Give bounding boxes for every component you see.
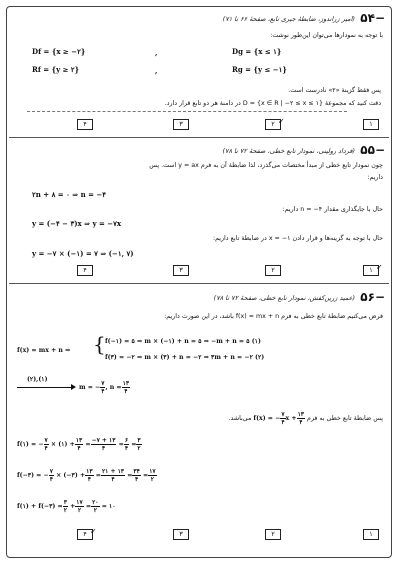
- question-54-source: (امیر زراندوز، ضابطهٔ جبری تابع، صفحهٔ ۶۶ تا ۷۱): [222, 15, 355, 23]
- option-q55-2[interactable]: ۲: [265, 265, 281, 276]
- option-q55-3[interactable]: ۳: [173, 265, 189, 276]
- comma-2: ,: [155, 66, 158, 75]
- question-56-intro: فرض می‌کنیم ضابطهٔ تابع خطی به فرم f(x) = mx + n باشد، در این صورت داریم:: [164, 313, 383, 320]
- system-eq2: f(۳) = −۲ ⇒ m × (۳) + n = −۲ ⇒ ۳m + n = −۲ (۲): [105, 354, 265, 361]
- question-54-line2: دقت کنید که مجموعهٔ D = {x ∈ R | −۲ ≤ x ≤ ۱} در دامنهٔ هر دو تابع قرار دارد.: [164, 100, 381, 107]
- answer-page: [6, 6, 392, 558]
- check-mark-q56: ✓: [90, 527, 97, 536]
- eq-2n8: ۲n + ۸ = ۰ ⇒ n = −۴: [32, 190, 107, 199]
- option-q56-2[interactable]: ۲: [265, 529, 281, 540]
- result-m-n: m = − $\frac{۷}{۴}$ , n = $\frac{۱۳}{۴}$: [79, 380, 130, 395]
- options-q56: [7, 529, 392, 541]
- option-q56-1[interactable]: ۱: [363, 529, 379, 540]
- question-55-text3: حال با توجه به گزینه‌ها و قرار دادن x = −۱ در ضابطهٔ تابع داریم:: [212, 235, 383, 242]
- question-54-line1: پس فقط گزینهٔ «۲» نادرست است.: [288, 87, 381, 94]
- domain-g: Dg = {x ≤ ۱}: [232, 47, 282, 56]
- option-q54-2[interactable]: ۲: [265, 119, 281, 130]
- divider-55-56: [9, 283, 389, 284]
- question-55-intro1: چون نمودار تابع خطی از مبدأ مختصات می‌گذرد، لذا ضابطهٔ آن به فرم y = ax است. پس: [149, 162, 383, 169]
- options-q54: [7, 119, 392, 131]
- check-mark-q55: ✓: [376, 263, 383, 272]
- range-g: Rg = {y ≤ −۱}: [232, 65, 287, 74]
- system-brace: {: [93, 332, 106, 356]
- eq-y-minus7x: y = (−۴ − ۳)x ⇒ y = −۷x: [32, 219, 122, 228]
- calc-sum: f(۱) + f(−۳) = $\frac{۳}{۲}$ + $\frac{۱۷}{۲}$ = $\frac{۲۰}{۲}$ = ۱۰: [17, 499, 116, 514]
- arrow-label: (۲),(۱): [27, 376, 48, 383]
- question-55-text2: حال با جایگذاری مقدار n = −۴ داریم:: [282, 206, 383, 213]
- calc-f-3: f(−۳) = − $\frac{۷}{۴}$ × (−۳) + $\frac{۱۳}{۴}$ = $\frac{۲۱ + ۱۳}{۴}$ = $\frac{۳۴}{۴}$ = $\frac{۱۷}{۲}$: [17, 468, 156, 483]
- question-54-number: ۵۴−: [360, 11, 385, 25]
- option-q55-4[interactable]: ۴: [77, 265, 93, 276]
- dashed-divider-54: [27, 111, 347, 112]
- option-q54-4[interactable]: ۴: [77, 119, 93, 130]
- question-55-intro2: داریم:: [367, 174, 383, 181]
- implies-arrow-line: [17, 387, 72, 388]
- question-54-intro: با توجه به نمودارها می‌توان این‌طور نوشت:: [270, 32, 383, 39]
- comma-1: ,: [155, 48, 158, 57]
- question-56-number: ۵۶−: [360, 290, 385, 304]
- options-q55: [7, 265, 392, 277]
- check-mark-q54: ✓: [278, 117, 285, 126]
- divider-54-55: [9, 137, 389, 138]
- option-q54-3[interactable]: ۳: [173, 119, 189, 130]
- system-eq1: f(−۱) = ۵ ⇒ m × (−۱) + n = ۵ ⇒ −m + n = ۵ (۱): [105, 338, 261, 345]
- range-f: Rf = {y ≥ ۲}: [32, 65, 80, 74]
- domain-f: Df = {x ≥ −۲}: [32, 47, 86, 56]
- option-q54-1[interactable]: ۱: [363, 119, 379, 130]
- option-q56-3[interactable]: ۳: [173, 529, 189, 540]
- function-form-eq: f(x) = − $\frac{۷}{۴}$ x + $\frac{۱۳}{۴}$: [253, 411, 305, 426]
- function-form-line: پس ضابطهٔ تابع خطی به فرم f(x) = − $\frac{۷}{۴}$ x + $\frac{۱۳}{۴}$ می‌باشد.: [228, 411, 383, 426]
- option-q55-1[interactable]: ۱: [363, 265, 379, 276]
- question-55-source: (فرداد رولینی، نمودار تابع خطی، صفحهٔ ۷۲ تا ۷۸): [222, 147, 355, 155]
- calc-f1: f(۱) = − $\frac{۷}{۴}$ × (۱) + $\frac{۱۳}{۴}$ = $\frac{-۷ + ۱۳}{۴}$ = $\frac{۶}{۴}$ = $\frac{۳}{۲}$: [17, 437, 141, 452]
- implies-arrow-head: [71, 384, 76, 390]
- question-56-source: (عمید زرین‌کفش، نمودار تابع خطی، صفحهٔ ۷۲ تا ۷۸): [213, 294, 355, 302]
- eq-point: y = −۷ × (−۱) = ۷ ⇒ (−۱, ۷): [32, 249, 134, 258]
- system-left: f(x) = mx + n ⇒: [17, 347, 71, 354]
- question-55-number: ۵۵−: [360, 143, 385, 157]
- option-q56-4[interactable]: ۴: [77, 529, 93, 540]
